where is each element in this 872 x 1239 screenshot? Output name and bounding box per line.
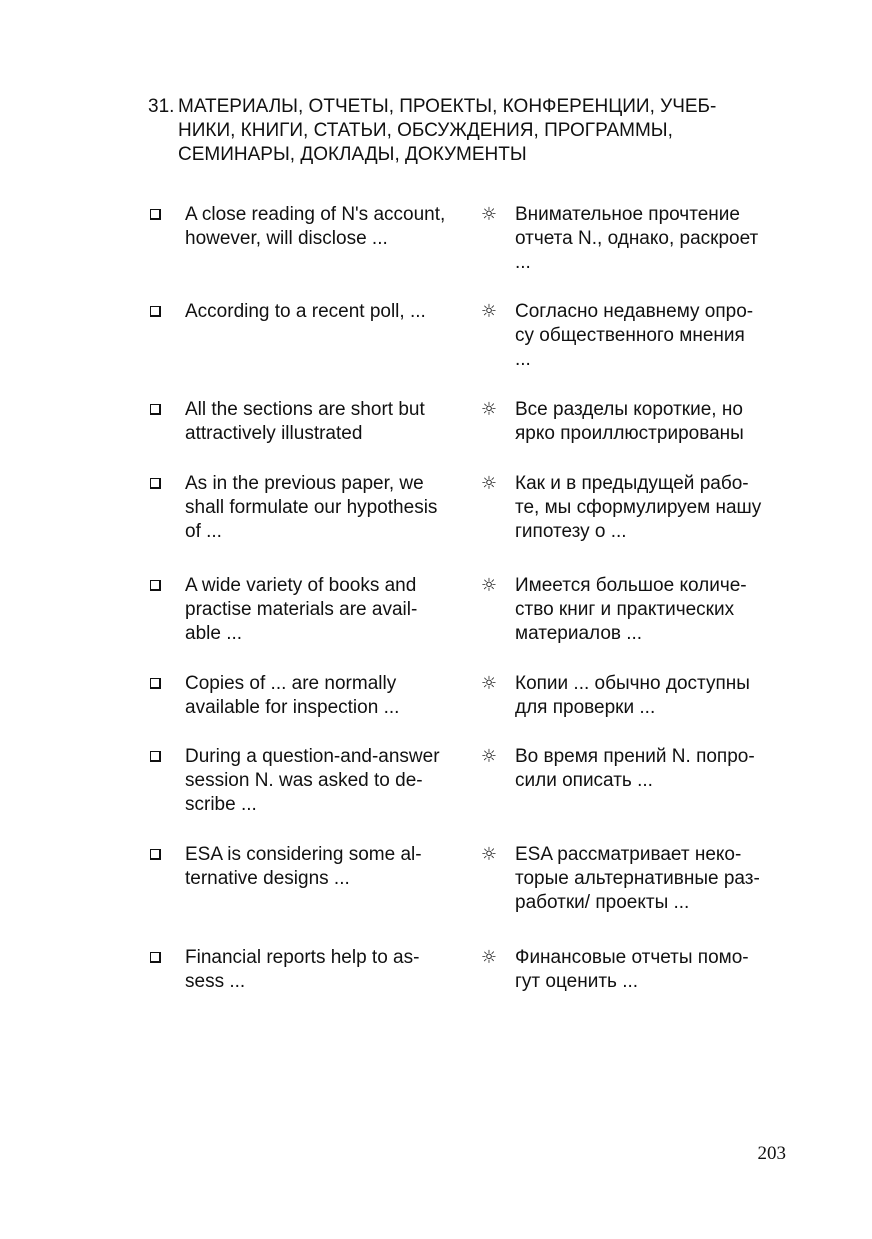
russian-translation — [515, 574, 789, 646]
english-phrase-line: however, will disclose ... — [185, 228, 388, 249]
english-phrase-line: sess ... — [185, 971, 246, 992]
russian-translation-line: ... — [515, 252, 531, 273]
russian-translation-line: Согласно недавнему опро- — [515, 301, 754, 322]
english-phrase — [185, 843, 470, 891]
sun-icon: ☼ — [480, 204, 498, 225]
english-phrase — [185, 203, 470, 251]
checkbox-square-icon — [150, 849, 161, 860]
russian-translation-line: для проверки ... — [515, 697, 656, 718]
russian-translation-line: материалов ... — [515, 623, 643, 644]
english-phrase — [185, 398, 470, 446]
checkbox-square-icon — [150, 580, 161, 591]
english-phrase — [185, 745, 470, 817]
english-phrase-line: of ... — [185, 521, 222, 542]
english-phrase-line: attractively illustrated — [185, 423, 363, 444]
russian-translation-line: отчета N., однако, раскроет — [515, 228, 759, 249]
section-title-text-1: МАТЕРИАЛЫ, ОТЧЕТЫ, ПРОЕКТЫ, КОНФЕРЕНЦИИ, УЧЕБ- — [178, 96, 717, 117]
english-phrase-line: scribe ... — [185, 794, 257, 815]
english-phrase — [185, 672, 470, 720]
english-phrase-line: A close reading of N's account, — [185, 204, 446, 225]
russian-translation-line: торые альтернативные раз- — [515, 868, 760, 889]
russian-translation — [515, 946, 789, 994]
russian-translation — [515, 300, 789, 372]
russian-translation-line: Внимательное прочтение — [515, 204, 740, 225]
checkbox-square-icon — [150, 478, 161, 489]
english-phrase-line: ternative designs ... — [185, 868, 350, 889]
russian-translation-line: работки/ проекты ... — [515, 892, 690, 913]
english-phrase-line: All the sections are short but — [185, 399, 425, 420]
sun-icon: ☼ — [480, 473, 498, 494]
english-phrase-line: According to a recent poll, ... — [185, 301, 426, 322]
russian-translation-line: Финансовые отчеты помо- — [515, 947, 749, 968]
checkbox-square-icon — [150, 404, 161, 415]
russian-translation-line: Во время прений N. попро- — [515, 746, 755, 767]
english-phrase-line: practise materials are avail- — [185, 599, 418, 620]
russian-translation — [515, 843, 789, 915]
english-phrase-line: Financial reports help to as- — [185, 947, 420, 968]
russian-translation-line: ESA рассматривает неко- — [515, 844, 742, 865]
russian-translation-line: Копии ... обычно доступны — [515, 673, 750, 694]
sun-icon: ☼ — [480, 399, 498, 420]
russian-translation — [515, 398, 789, 446]
english-phrase-line: session N. was asked to de- — [185, 770, 423, 791]
english-phrase — [185, 300, 470, 324]
page-number: 203 — [757, 1143, 786, 1164]
english-phrase-line: able ... — [185, 623, 243, 644]
english-phrase — [185, 472, 470, 544]
sun-icon: ☼ — [480, 575, 498, 596]
russian-translation — [515, 672, 789, 720]
russian-translation-line: ... — [515, 349, 531, 370]
russian-translation-line: гипотезу о ... — [515, 521, 627, 542]
sun-icon: ☼ — [480, 947, 498, 968]
russian-translation — [515, 472, 789, 544]
sun-icon: ☼ — [480, 301, 498, 322]
section-number: 31. — [148, 96, 175, 117]
russian-translation — [515, 203, 789, 275]
english-phrase — [185, 574, 470, 646]
english-phrase-line: ESA is considering some al- — [185, 844, 422, 865]
russian-translation-line: Как и в предыдущей рабо- — [515, 473, 749, 494]
russian-translation-line: те, мы сформулируем нашу — [515, 497, 762, 518]
russian-translation-line: Все разделы короткие, но — [515, 399, 743, 420]
russian-translation-line: сили описать ... — [515, 770, 653, 791]
russian-translation-line: су общественного мнения — [515, 325, 745, 346]
russian-translation-line: гут оценить ... — [515, 971, 639, 992]
english-phrase-line: shall formulate our hypothesis — [185, 497, 438, 518]
russian-translation — [515, 745, 789, 793]
russian-translation-line: ство книг и практических — [515, 599, 735, 620]
section-heading — [148, 95, 788, 167]
russian-translation-line: ярко проиллюстрированы — [515, 423, 744, 444]
checkbox-square-icon — [150, 306, 161, 317]
checkbox-square-icon — [150, 678, 161, 689]
english-phrase-line: available for inspection ... — [185, 697, 400, 718]
section-heading-line-1 — [148, 95, 788, 119]
sun-icon: ☼ — [480, 673, 498, 694]
section-title-text-2: НИКИ, КНИГИ, СТАТЬИ, ОБСУЖДЕНИЯ, ПРОГРАММЫ, — [178, 120, 673, 141]
english-phrase-line: During a question-and-answer — [185, 746, 440, 767]
checkbox-square-icon — [150, 751, 161, 762]
sun-icon: ☼ — [480, 844, 498, 865]
russian-translation-line: Имеется большое количе- — [515, 575, 747, 596]
section-title-text-3: СЕМИНАРЫ, ДОКЛАДЫ, ДОКУМЕНТЫ — [178, 144, 527, 165]
sun-icon: ☼ — [480, 746, 498, 767]
english-phrase-line: Copies of ... are normally — [185, 673, 397, 694]
english-phrase-line: As in the previous paper, we — [185, 473, 424, 494]
english-phrase-line: A wide variety of books and — [185, 575, 417, 596]
english-phrase — [185, 946, 470, 994]
checkbox-square-icon — [150, 209, 161, 220]
checkbox-square-icon — [150, 952, 161, 963]
